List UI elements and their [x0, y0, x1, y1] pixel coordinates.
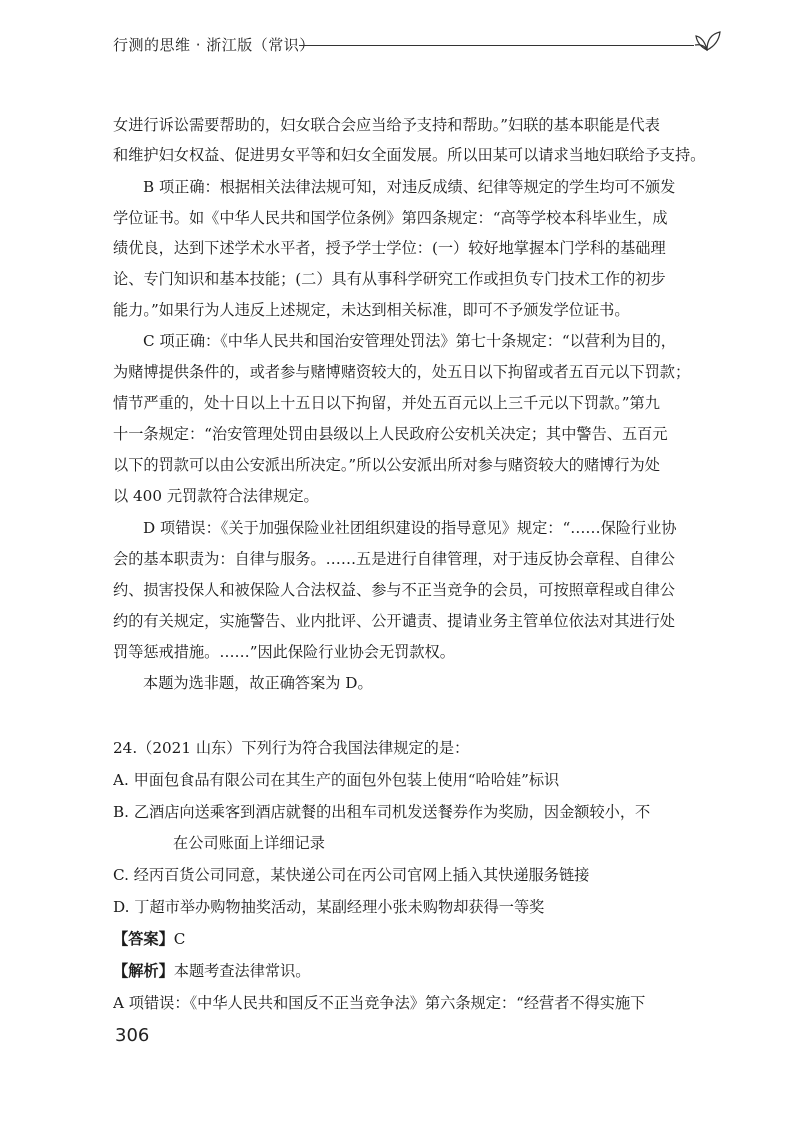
option-b: B. 乙酒店向送乘客到酒店就餐的出租车司机发送餐券作为奖励，因金额较小，不 [113, 803, 651, 821]
running-header [113, 28, 713, 58]
header-title: 行测的思维 · 浙江版（常识） [113, 36, 315, 54]
option-c: C. 经丙百货公司同意，某快递公司在丙公司官网上插入其快递服务链接 [113, 866, 590, 884]
text-line: B 项正确：根据相关法律法规可知，对违反成绩、纪律等规定的学生均可不颁发 [143, 178, 676, 196]
text-line: 本题为选非题，故正确答案为 D。 [143, 674, 373, 692]
text-line: 罚等惩戒措施。……”因此保险行业协会无罚款权。 [113, 643, 455, 661]
text-line: D 项错误：《关于加强保险业社团组织建设的指导意见》规定：“……保险行业协 [143, 519, 677, 537]
header-rule [299, 45, 694, 46]
text-line: 会的基本职责为：自律与服务。……五是进行自律管理，对于违反协会章程、自律公 [113, 550, 675, 568]
question-stem: 24.（2021 山东）下列行为符合我国法律规定的是： [113, 739, 470, 757]
leaf-icon [693, 28, 723, 54]
text-line: 论、专门知识和基本技能；(二）具有从事科学研究工作或担负专门技术工作的初步 [113, 270, 666, 288]
text-line: 能力。”如果行为人违反上述规定，未达到相关标准，即可不予颁发学位证书。 [113, 301, 630, 319]
analysis-text: 本题考查法律常识。 [173, 962, 311, 980]
text-line: 以 400 元罚款符合法律规定。 [113, 487, 319, 505]
analysis-line [113, 956, 310, 986]
text-line: 以下的罚款可以由公安派出所决定。”所以公安派出所对参与赌资较大的赌博行为处 [113, 456, 660, 474]
text-line: 约、损害投保人和被保险人合法权益、参与不正当竞争的会员，可按照章程或自律公 [113, 581, 675, 599]
text-line: 和维护妇女权益、促进男女平等和妇女全面发展。所以田某可以请求当地妇联给予支持。 [113, 146, 706, 164]
option-a: A. 甲面包食品有限公司在其生产的面包外包装上使用“哈哈娃”标识 [113, 771, 560, 789]
page-number: 306 [115, 1025, 150, 1046]
text-line: 绩优良，达到下述学术水平者，授予学士学位：(一）较好地掌握本门学科的基础理 [113, 239, 666, 257]
answer-label: 【答案】 [113, 930, 174, 948]
option-b-continued: 在公司账面上详细记录 [173, 834, 325, 852]
text-line: C 项正确：《中华人民共和国治安管理处罚法》第七十条规定：“以营利为目的， [143, 332, 676, 350]
text-line: 十一条规定：“治安管理处罚由县级以上人民政府公安机关决定；其中警告、五百元 [113, 425, 668, 443]
text-line: 学位证书。如《中华人民共和国学位条例》第四条规定：“高等学校本科毕业生，成 [113, 209, 668, 227]
text-line: 情节严重的，处十日以上十五日以下拘留，并处五百元以上三千元以下罚款。”第九 [113, 394, 660, 412]
answer-value: C [173, 930, 186, 948]
text-line: 为赌博提供条件的，或者参与赌博赌资较大的，处五日以下拘留或者五百元以下罚款； [113, 363, 691, 381]
analysis-label: 【解析】 [113, 962, 174, 980]
text-line: 女进行诉讼需要帮助的，妇女联合会应当给予支持和帮助。”妇联的基本职能是代表 [113, 116, 660, 134]
text-line: A 项错误：《中华人民共和国反不正当竞争法》第六条规定：“经营者不得实施下 [113, 994, 646, 1012]
text-line: 约的有关规定，实施警告、业内批评、公开谴责、提请业务主管单位依法对其进行处 [113, 612, 675, 630]
answer-line [113, 924, 185, 954]
option-d: D. 丁超市举办购物抽奖活动，某副经理小张未购物却获得一等奖 [113, 898, 545, 916]
